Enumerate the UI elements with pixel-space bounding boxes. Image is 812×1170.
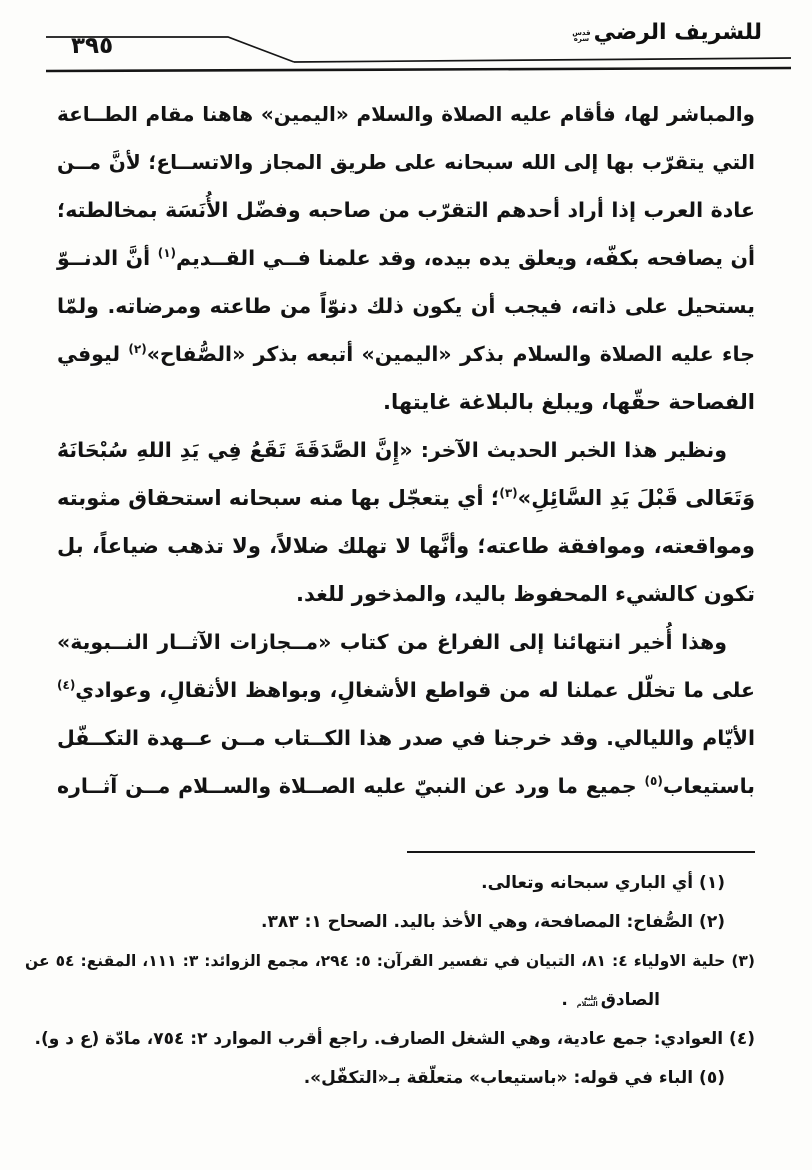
body-line: الأيّام والليالي. وقد خرجنا في صدر هذا الكــتاب مــن عــهدة التكــفّل xyxy=(57,726,755,750)
running-head-author xyxy=(569,20,762,45)
header-rule-lines xyxy=(0,0,812,92)
body-line: عادة العرب إذا أراد أحدهم التقرّب من صاحبه وفضّل الأُنَسَة بمخالطته؛ xyxy=(57,198,755,222)
body-line: جاء عليه الصلاة والسلام بذكر «اليمين» أتبعه بذكر «الصُّفاح»$^{(٢)}$ ليوفي xyxy=(57,342,756,366)
footnote-separator-rule xyxy=(407,851,755,853)
page-number: ٣٩٥ xyxy=(71,33,114,59)
body-line: على ما تخلّل عملنا له من قواطع الأشغالِ، وبواهظ الأثقالِ، وعوادي$^{(٤)}$ xyxy=(57,678,755,702)
body-line: تكون كالشيء المحفوظ باليد، والمذخور للغد. xyxy=(296,582,755,606)
footnote-3-continuation xyxy=(25,981,755,1020)
imam-name: الصادق xyxy=(600,990,660,1010)
body-line: وَتَعَالى قَبْلَ يَدِ السَّائِلِ»$^{(٣)}$؛ أي يتعجّل بها منه سبحانه استحقاق مثوبته xyxy=(57,486,755,510)
body-line paragraph-start: وهذا أُخير انتهائنا إلى الفراغ من كتاب «مــجازات الآثــار النــبوية» xyxy=(57,630,727,654)
author-name: للشريف الرضي xyxy=(593,20,762,45)
footnote-3-period: . xyxy=(561,990,574,1010)
alayhi-as-salam-seal-icon: عليه السلام xyxy=(576,994,598,1008)
footnote-1: (١) أي الباري سبحانه وتعالى. xyxy=(481,873,725,893)
body-line: الفصاحة حقّها، ويبلغ بالبلاغة غايتها. xyxy=(383,390,755,414)
body-line: ومواقعته، وموافقة طاعته؛ وأنَّها لا تهلك ضلالاً، ولا تذهب ضياعاً، بل xyxy=(57,534,755,558)
honorific-seal-icon: قدس سره xyxy=(572,28,591,43)
footnote-4: (٤) العوادي: جمع عادية، وهي الشغل الصارف. راجع أقرب الموارد ٢: ٧٥٤، مادّة (ع د و). xyxy=(34,1029,755,1049)
body-line: باستيعاب$^{(٥)}$ جميع ما ورد عن النبيّ عليه الصــلاة والســلام مــن آثــاره xyxy=(57,774,755,798)
body-text xyxy=(57,90,755,810)
body-line: أن يصافحه بكفّه، ويعلق يده بيده، وقد علمنا فــي القــديم$^{(١)}$ أنَّ الدنــوّ xyxy=(57,246,755,270)
footnote-5: (٥) الباء في قوله: «باستيعاب» متعلّقة بـ«التكفّل». xyxy=(303,1068,725,1088)
footnote-3: (٣) حلية الاولياء ٤: ٨١، التبيان في تفسير القرآن: ٥: ٢٩٤، مجمع الزوائد: ٣: ١١١، المقنع: ٥٤ عن xyxy=(25,952,755,970)
body-line: والمباشر لها، فأقام عليه الصلاة والسلام «اليمين» هاهنا مقام الطــاعة xyxy=(57,102,755,126)
footnote-2: (٢) الصُّفاح: المصافحة، وهي الأخذ باليد. الصحاح ١: ٣٨٣. xyxy=(261,912,725,932)
body-line paragraph-start: ونظير هذا الخبر الحديث الآخر: «إِنَّ الصَّدَقَةَ تَقَعُ فِي يَدِ اللهِ سُبْحَانَهُ xyxy=(57,438,727,462)
body-line: التي يتقرّب بها إلى الله سبحانه على طريق المجاز والاتســاع؛ لأنَّ مــن xyxy=(57,150,755,174)
body-line: يستحيل على ذاته، فيجب أن يكون ذلك دنوّاً من طاعته ومرضاته. ولمّا xyxy=(57,294,755,318)
footnotes xyxy=(25,864,755,1098)
